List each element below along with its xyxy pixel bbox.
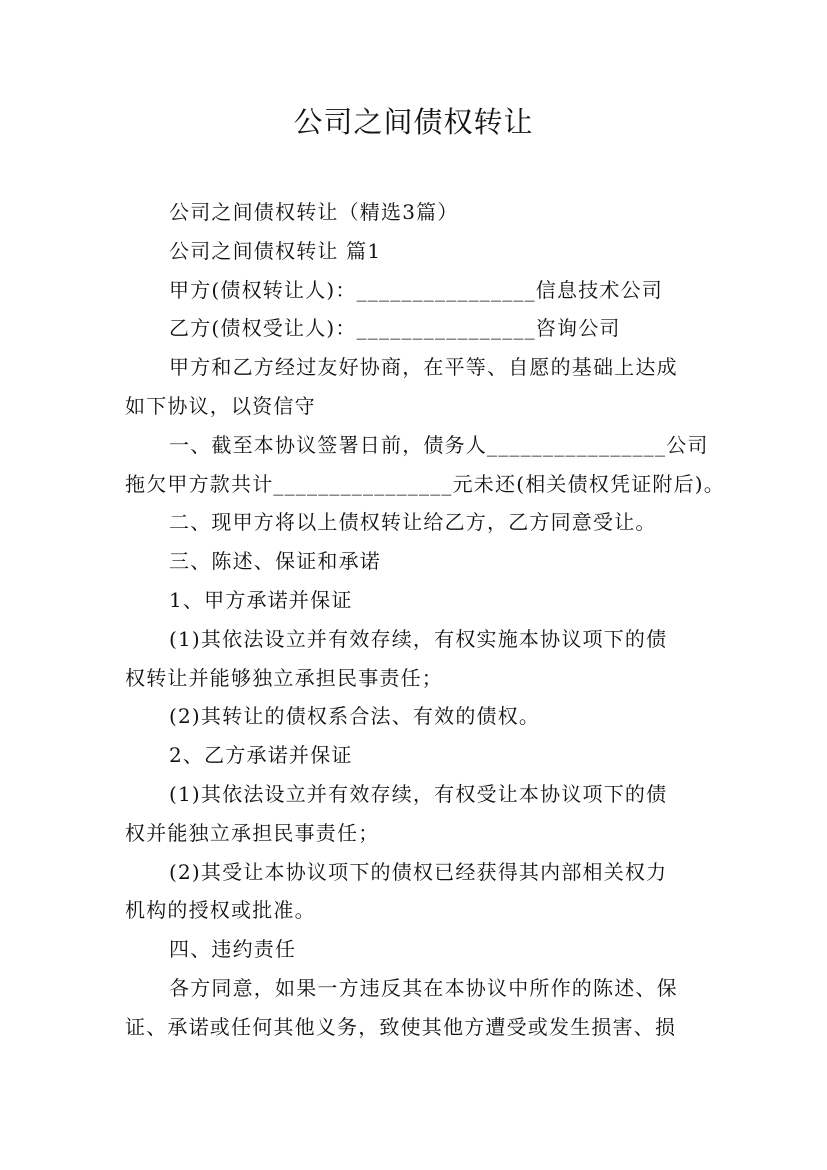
paragraph-line: 甲方(债权转让人)：________________信息技术公司 — [169, 277, 664, 302]
paragraph-line: 拖欠甲方款共计________________元未还(相关债权凭证附后)。 — [125, 471, 726, 496]
paragraph-line: 权并能独立承担民事责任； — [125, 820, 380, 845]
paragraph-line: 权转让并能够独立承担民事责任； — [125, 665, 443, 690]
paragraph-line: 三、陈述、保证和承诺 — [169, 549, 381, 574]
paragraph-line: (1)其依法设立并有效存续，有权受让本协议项下的债 — [169, 781, 668, 806]
paragraph-line: (2)其受让本协议项下的债权已经获得其内部相关权力 — [169, 859, 668, 884]
paragraph-line: 证、承诺或任何其他义务，致使其他方遭受或发生损害、损 — [125, 1014, 677, 1039]
paragraph-line: (1)其依法设立并有效存续，有权实施本协议项下的债 — [169, 626, 668, 651]
paragraph-line: 如下协议，以资信守 — [125, 393, 316, 418]
paragraph-line: 1、甲方承诺并保证 — [169, 587, 353, 612]
paragraph-line: 公司之间债权转让 篇1 — [169, 238, 382, 263]
paragraph-line: 乙方(债权受让人)：________________咨询公司 — [169, 316, 621, 341]
paragraph-line: 各方同意，如果一方违反其在本协议中所作的陈述、保 — [169, 975, 678, 1000]
document-title: 公司之间债权转让 — [293, 105, 534, 139]
paragraph-line: 2、乙方承诺并保证 — [169, 743, 353, 768]
paragraph-line: 机构的授权或批准。 — [125, 898, 316, 923]
document-body — [125, 193, 726, 1047]
paragraph-line: 公司之间债权转让（精选3篇） — [169, 200, 459, 224]
paragraph-line: (2)其转让的债权系合法、有效的债权。 — [169, 704, 541, 729]
paragraph-line: 甲方和乙方经过友好协商，在平等、自愿的基础上达成 — [169, 355, 678, 380]
paragraph-line: 四、违约责任 — [169, 937, 297, 962]
paragraph-line: 一、截至本协议签署日前，债务人________________公司 — [169, 432, 709, 457]
paragraph-line: 二、现甲方将以上债权转让给乙方，乙方同意受让。 — [169, 510, 657, 535]
